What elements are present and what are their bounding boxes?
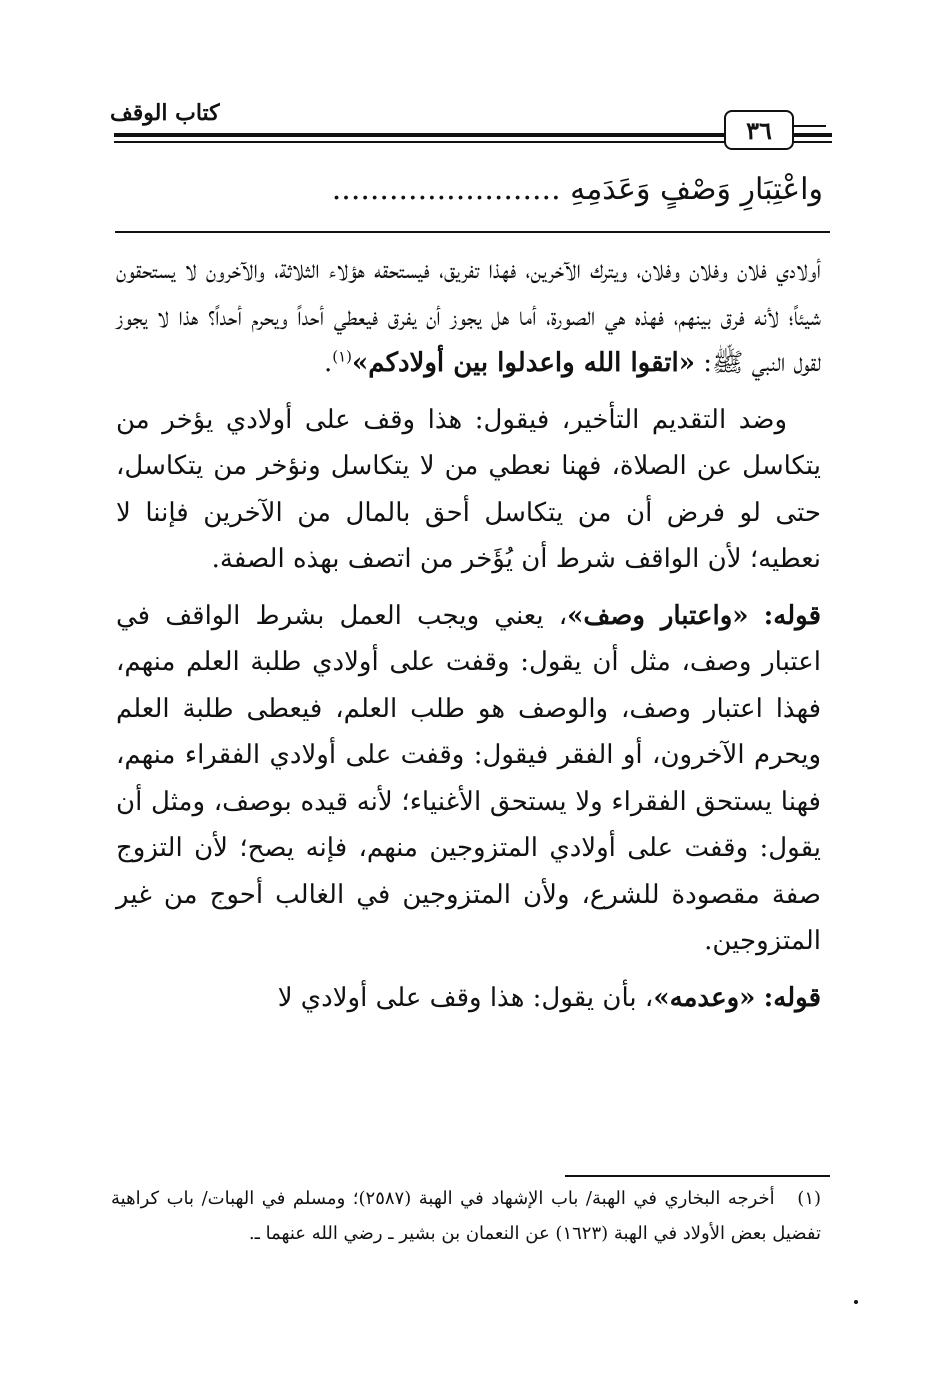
body-text [116,247,821,1021]
paragraph-2 [116,397,821,583]
footnotes [111,1181,821,1251]
matn-quote: «واعتبار وصف» [567,600,749,631]
page-number: ٣٦ [724,110,794,150]
paragraph-4 [116,975,821,1022]
header-rule-tick [794,125,826,127]
footnote-text: أخرجه البخاري في الهبة/ باب الإشهاد في الهبة (٢٥٨٧)؛ ومسلم في الهبات/ باب كراهية تفضيل بعض الأولاد في الهبة (١٦٢٣) عن النعمان بن بشير ـ رضي الله عنهما ـ. [111,1188,821,1244]
matn-quote: «وعدمه» [653,982,756,1013]
paragraph-text: أولادي فلان وفلان وفلان، ويترك الآخرين، فهذا تفريق، فيستحقه هؤلاء الثلاثة، والآخرون لا يستحقون شيئاً؛ لأنه فرق بينهم، فهذه هي الصورة، أما هل يجوز أن يفرق فيعطي أحداً ويحرم أحداً؟ هذا لا يجوز لقول النبي ﷺ: [116,255,822,378]
page-speck [854,1300,858,1304]
paragraph-text: ، يعني ويجب العمل بشرط الواقف في اعتبار وصف، مثل أن يقول: وقفت على أولادي طلبة العلم منهم، فهذا اعتبار وصف، والوصف هو طلب العلم، فيعطى طلبة العلم ويحرم الآخرون، أو الفقر فيقول: وقفت على أولادي الفقراء منهم، فهنا يستحق الفقراء ولا يستحق الأغنياء؛ لأنه قيده بوصف، ومثل أن يقول: وقفت على أولادي المتزوجين منهم، فإنه يصح؛ لأن التزوج صفة مقصودة للشرع، ولأن المتزوجين في الغالب أحوج من غير المتزوجين. [116,600,821,956]
hadith-quote: «اتقوا الله واعدلوا بين أولادكم» [352,348,695,378]
paragraph-text: وضد التقديم التأخير، فيقول: هذا وقف على أولادي يؤخر من يتكاسل عن الصلاة، فهنا نعطي من لا يتكاسل ونؤخر من يتكاسل، حتى لو فرض أن من يتكاسل أحق بالمال من الآخرين فإننا لا نعطيه؛ لأن الواقف شرط أن يُؤَخر من اتصف بهذه الصفة. [116,404,821,574]
footnote-ref[interactable]: (١) [332,347,353,366]
paragraph-text: ، بأن يقول: هذا وقف على أولادي لا [277,982,654,1013]
book-title: كتاب الوقف [110,100,220,126]
footnote-marker: (١) [797,1188,822,1209]
footnote-divider [565,1175,830,1177]
matn-line: واعْتِبَارِ وَصْفٍ وَعَدَمِهِ ........................ [331,172,823,207]
paragraph-3 [116,593,821,965]
paragraph-end: . [323,348,333,378]
qawluhu-label: قوله: [763,600,821,631]
qawluhu-label: قوله: [763,982,821,1013]
paragraph-1 [116,247,821,387]
matn-divider [115,231,830,233]
footnote-1 [111,1181,821,1251]
